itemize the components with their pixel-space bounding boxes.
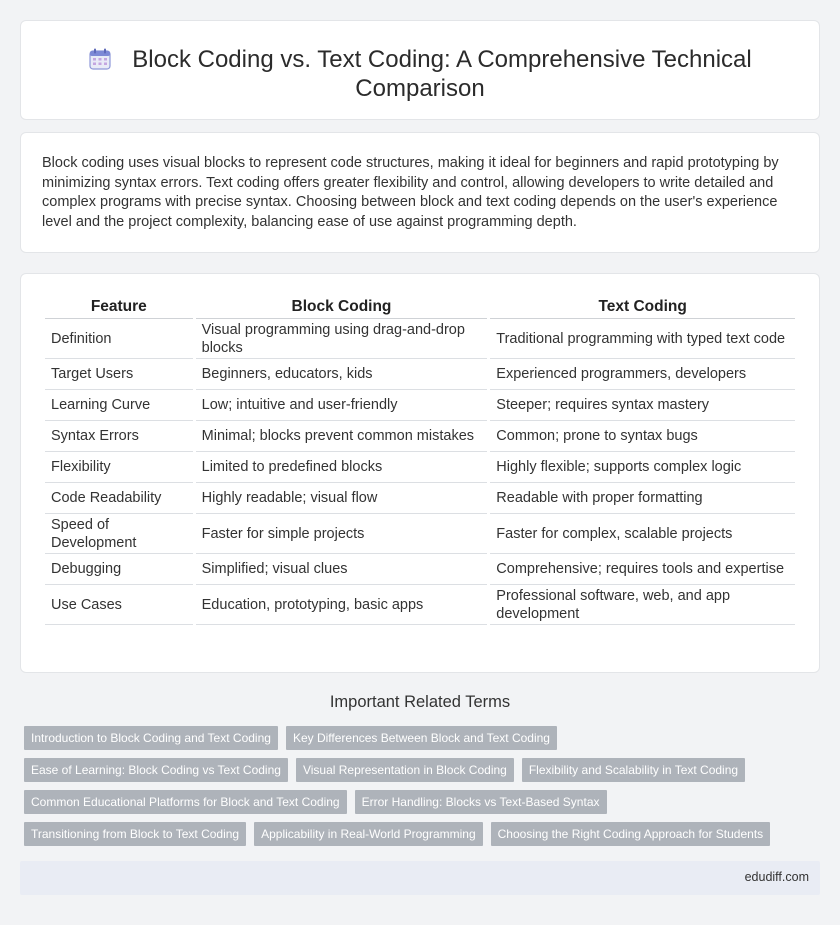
block-cell: Minimal; blocks prevent common mistakes: [196, 421, 488, 452]
block-cell: Beginners, educators, kids: [196, 359, 488, 390]
table-header-row: [45, 296, 795, 319]
text-cell: Comprehensive; requires tools and expertise: [490, 554, 795, 585]
block-cell: Faster for simple projects: [196, 514, 488, 554]
footer-bar: [20, 861, 820, 895]
related-term-tag[interactable]: Ease of Learning: Block Coding vs Text Coding: [24, 758, 288, 782]
comparison-card: [20, 273, 820, 673]
text-cell: Professional software, web, and app development: [490, 585, 795, 625]
feature-cell: Learning Curve: [45, 390, 193, 421]
table-row: [45, 319, 795, 359]
tag-row: [24, 726, 804, 750]
related-term-tag[interactable]: Flexibility and Scalability in Text Coding: [522, 758, 745, 782]
table-row: [45, 514, 795, 554]
related-terms-title: Important Related Terms: [329, 693, 511, 711]
related-term-tag[interactable]: Choosing the Right Coding Approach for Students: [491, 822, 771, 846]
header-block-coding: Block Coding: [196, 296, 488, 319]
text-cell: Experienced programmers, developers: [490, 359, 795, 390]
text-cell: Readable with proper formatting: [490, 483, 795, 514]
text-cell: Common; prone to syntax bugs: [490, 421, 795, 452]
intro-card: [20, 132, 820, 253]
tag-row: [24, 790, 804, 814]
feature-cell: Flexibility: [45, 452, 193, 483]
table-row: [45, 483, 795, 514]
related-terms-list: [24, 726, 804, 854]
header-feature: Feature: [45, 296, 193, 319]
related-term-tag[interactable]: Common Educational Platforms for Block and Text Coding: [24, 790, 347, 814]
table-row: [45, 390, 795, 421]
feature-cell: Use Cases: [45, 585, 193, 625]
table-row: [45, 359, 795, 390]
feature-cell: Target Users: [45, 359, 193, 390]
block-cell: Limited to predefined blocks: [196, 452, 488, 483]
related-term-tag[interactable]: Key Differences Between Block and Text Coding: [286, 726, 557, 750]
block-cell: Education, prototyping, basic apps: [196, 585, 488, 625]
tag-row: [24, 758, 804, 782]
table-row: [45, 452, 795, 483]
header-text-coding: Text Coding: [490, 296, 795, 319]
title-card: [20, 20, 820, 120]
table-row: [45, 585, 795, 625]
block-cell: Simplified; visual clues: [196, 554, 488, 585]
related-term-tag[interactable]: Transitioning from Block to Text Coding: [24, 822, 246, 846]
text-cell: Faster for complex, scalable projects: [490, 514, 795, 554]
table-row: [45, 421, 795, 452]
block-cell: Visual programming using drag-and-drop blocks: [196, 319, 488, 359]
related-term-tag[interactable]: Visual Representation in Block Coding: [296, 758, 514, 782]
text-cell: Steeper; requires syntax mastery: [490, 390, 795, 421]
table-row: [45, 554, 795, 585]
related-term-tag[interactable]: Introduction to Block Coding and Text Coding: [24, 726, 278, 750]
footer-site-link[interactable]: edudiff.com: [744, 870, 809, 884]
page-title: Block Coding vs. Text Coding: A Comprehensive Technical Comparison: [132, 46, 752, 102]
comparison-table: [42, 296, 798, 625]
related-term-tag[interactable]: Applicability in Real-World Programming: [254, 822, 483, 846]
intro-paragraph: Block coding uses visual blocks to represent code structures, making it ideal for beginners and rapid prototyping by minimizing syntax errors. Text coding offers greater flexibility and control, allowing developers to write detailed and complex programs with precise syntax. Choosing between block and text coding depends on the user's experience level and the project complexity, balancing ease of use against programming depth.: [42, 155, 779, 230]
block-cell: Low; intuitive and user-friendly: [196, 390, 488, 421]
tag-row: [24, 822, 804, 846]
page-title-wrap: [21, 45, 819, 103]
feature-cell: Code Readability: [45, 483, 193, 514]
feature-cell: Speed of Development: [45, 514, 193, 554]
feature-cell: Syntax Errors: [45, 421, 193, 452]
calendar-icon: [88, 47, 112, 71]
text-cell: Traditional programming with typed text code: [490, 319, 795, 359]
feature-cell: Definition: [45, 319, 193, 359]
block-cell: Highly readable; visual flow: [196, 483, 488, 514]
feature-cell: Debugging: [45, 554, 193, 585]
related-term-tag[interactable]: Error Handling: Blocks vs Text-Based Syntax: [355, 790, 607, 814]
text-cell: Highly flexible; supports complex logic: [490, 452, 795, 483]
